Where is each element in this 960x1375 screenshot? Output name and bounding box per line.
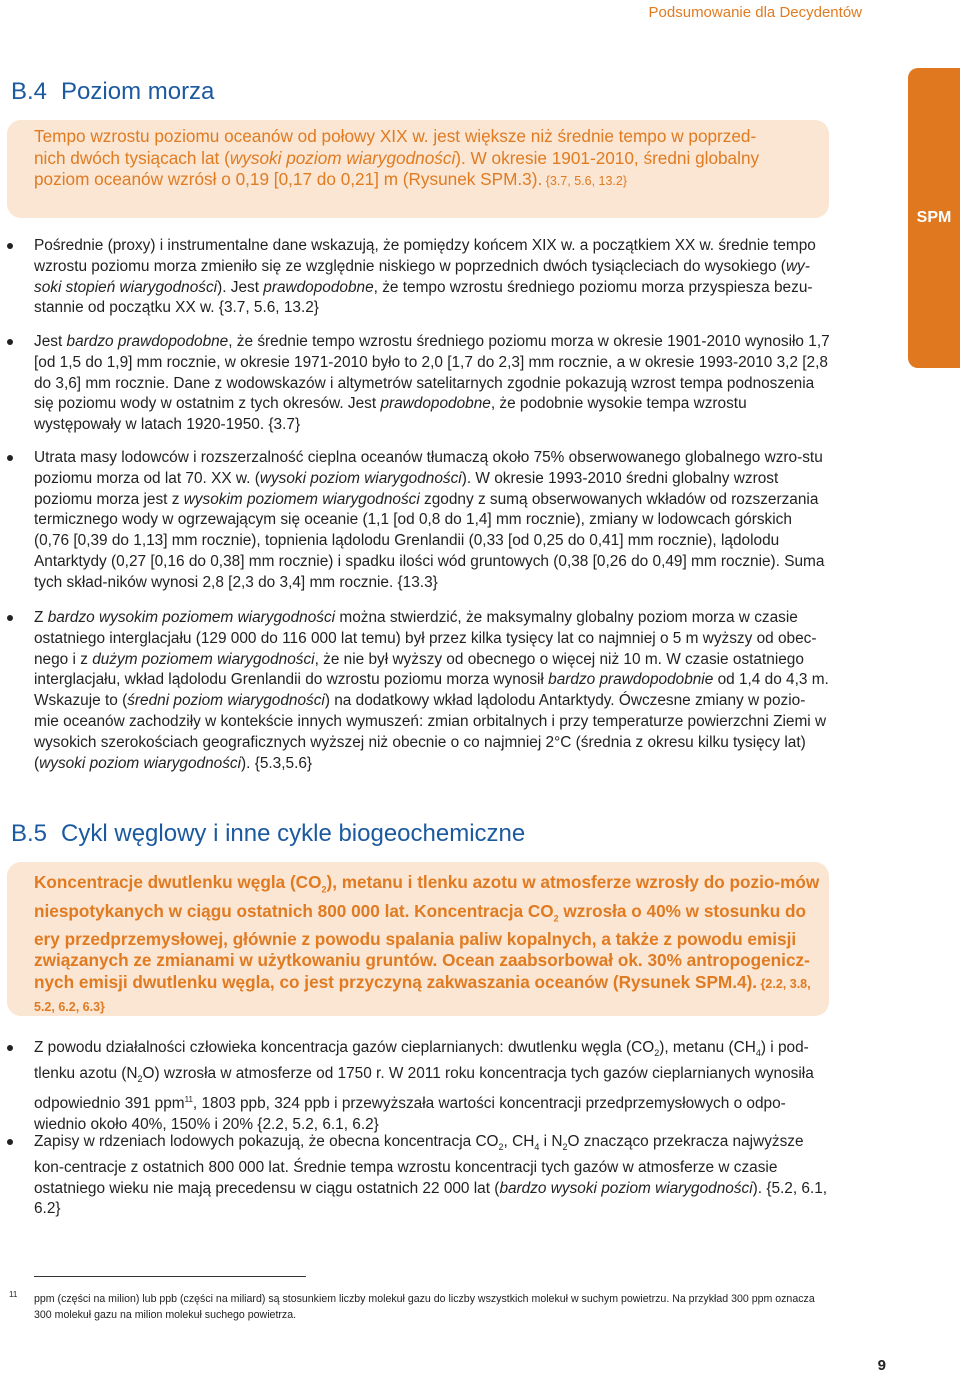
spm-tab-label: SPM [916, 209, 952, 226]
spm-side-tab[interactable] [908, 68, 960, 368]
section-heading-b4 [11, 78, 214, 106]
section-number: B.4 [11, 78, 48, 105]
section-title: Cykl węglowy i inne cykle biogeochemiczne [61, 820, 526, 847]
list-item: Utrata masy lodowców i rozszerzalność cieplna oceanów tłumaczą około 75% obserwowanego globalnego wzro-stu poziomu morza od lat 70. XX w. (wysoki poziom wiarygodności). W okresie 1993-2010 średni globalny wzrost poziomu morza jest z wysokim poziomem wiarygodności zgodny z sumą obserwowanych wkładów od rozszerzania termicznego wody w ogrzewającym się oceanie (1,1 [od 0,8 do 1,4] mm rocznie), zmiany w lodowcach górskich (0,76 [0,39 do 1,13] mm rocznie), topnienia lądolodu Grenlandii (0,33 [od 0,25 do 0,41] mm rocznie), lądolodu Antarktydy (0,27 [0,16 do 0,38] mm rocznie) i spadku ilości wód gruntowych (0,38 [0,26 do 0,49] mm rocznie). Suma tych skład-ników wynosi 2,8 [2,3 do 3,4] mm rocznie. {13.3} [34, 448, 830, 594]
page-number: 9 [877, 1357, 886, 1374]
running-header: Podsumowanie dla Decydentów [648, 4, 862, 21]
list-item: Z powodu działalności człowieka koncentracja gazów cieplarnianych: dwutlenku węgla $(CO_2)$, metanu $(CH_4)$ i pod-tlenku azotu $(N_2O)$ wzrosła w atmosferze od 1750 r. W 2011 roku koncentracja tych gazów cieplarnianych wynosiła odpowiednio 391 ppm$^{11}$, 1803 ppb, 324 ppb i przewyższała wartości koncentracji przedprzemysłowych o odpo-wiednio około 40%, 150% i 20% {2.2, 5.2, 6.1, 6.2} [34, 1038, 830, 1135]
summary-box-b4 [7, 120, 829, 218]
list-item: Zapisy w rdzeniach lodowych pokazują, że obecna koncentracja $CO_2$, $CH_4$ i $N_2O$ znacząco przekracza najwyższe kon-centracje z ostatnich 800 000 lat. Średnie tempa wzrostu koncentracji tych gazów w atmosferze w czasie ostatniego wieku nie mają precedensu w ciągu ostatnich 22 000 lat (bardzo wysoki poziom wiarygodności). {5.2, 6.1, 6.2} [34, 1132, 830, 1220]
summary-text: Tempo wzrostu poziomu oceanów od połowy XIX w. jest większe niż średnie tempo w poprzed- nich dwóch tysiącach lat (wysoki poziom wiarygodności). W okresie 1901-2010, średni globalny poziom oceanów wzrósł o 0,19 [0,17 do 0,21] m (Rysunek SPM.3). {3.7, 5.6, 13.2} [34, 126, 760, 189]
footnote-reference[interactable]: 11 [184, 1094, 193, 1104]
section-title: Poziom morza [61, 78, 215, 105]
section-heading-b5 [11, 820, 525, 848]
list-item: Pośrednie (proxy) i instrumentalne dane wskazują, że pomiędzy końcem XIX w. a początkiem XX w. średnie tempo wzrostu poziomu morza zmieniło się ze względnie niskiego w poprzednich dwóch tysiącleciach do wysokiego (wy-soki stopień wiarygodności). Jest prawdopodobne, że tempo wzrostu średniego poziomu morza przyspiesza bezu-stannie od początku XX w. {3.7, 5.6, 13.2} [34, 236, 830, 319]
footnote-number: 11 [9, 1290, 18, 1299]
footnote-divider [34, 1276, 306, 1277]
section-number: B.5 [11, 820, 48, 847]
list-item: Z bardzo wysokim poziomem wiarygodności można stwierdzić, że maksymalny globalny poziom morza w czasie ostatniego interglacjału (129 000 do 116 000 lat temu) był przez kilka tysięcy lat co najmniej o 5 m wyższy od obec-nego i z dużym poziomem wiarygodności, że nie był wyższy od obecnego o więcej niż 10 m. W czasie ostatniego interglacjału, wkład lądolodu Grenlandii do wzrostu poziomu morza wynosił bardzo prawdopodobnie od 1,4 do 4,3 m. Wskazuje to (średni poziom wiarygodności) na dodatkowy wkład lądolodu Antarktydy. Ówczesne zmiany w pozio-mie oceanów zachodziły w kontekście innych wymuszeń: zmian orbitalnych i przy temperaturze powierzchni Ziemi w wysokich szerokościach geograficznych wyższej niż obecnie o co najmniej 2°C (średnia z okresu kilku tysięcy lat) (wysoki poziom wiarygodności). {5.3,5.6} [34, 608, 830, 774]
list-item: Jest bardzo prawdopodobne, że średnie tempo wzrostu średniego poziomu morza w okresie 1901-2010 wynosiło 1,7 [od 1,5 do 1,9] mm rocznie, w okresie 1971-2010 było to 2,0 [1,7 do 2,3] mm rocznie, a w okresie 1993-2010 3,2 [2,8 do 3,6] mm rocznie. Dane z wodowskazów i altymetrów satelitarnych zgodnie pokazują wzrost tempa podnoszenia się poziomu wody w ostatnim z tych okresów. Jest prawdopodobne, że podobnie wysokie tempa wzrostu występowały w latach 1920-1950. {3.7} [34, 332, 830, 436]
summary-text: Koncentracje dwutlenku węgla $(CO_2)$, metanu i tlenku azotu w atmosferze wzrosły do pozio-mów niespotykanych w ciągu ostatnich 800 000 lat. Koncentracja $CO_2$ wzrosła o 40% w stosunku do ery przedprzemysłowej, głównie z powodu spalania paliw kopalnych, a także z powodu emisji związanych ze zmianami w użytkowaniu gruntów. Ocean zaabsorbował ok. 30% antropogenicz-nych emisji dwutlenku węgla, co jest przyczyną zakwaszania oceanów (Rysunek SPM.4). {2.2, 3.8, 5.2, 6.2, 6.3} [34, 872, 820, 1014]
summary-box-b5 [7, 862, 829, 1016]
footnote-text: ppm (części na milion) lub ppb (części na miliard) są stosunkiem liczby molekuł gazu do liczby wszystkich molekuł w suchym powietrzu. Na przykład 300 ppm oznacza 300 molekuł gazu na milion molekuł suchego powietrza. [34, 1293, 815, 1321]
